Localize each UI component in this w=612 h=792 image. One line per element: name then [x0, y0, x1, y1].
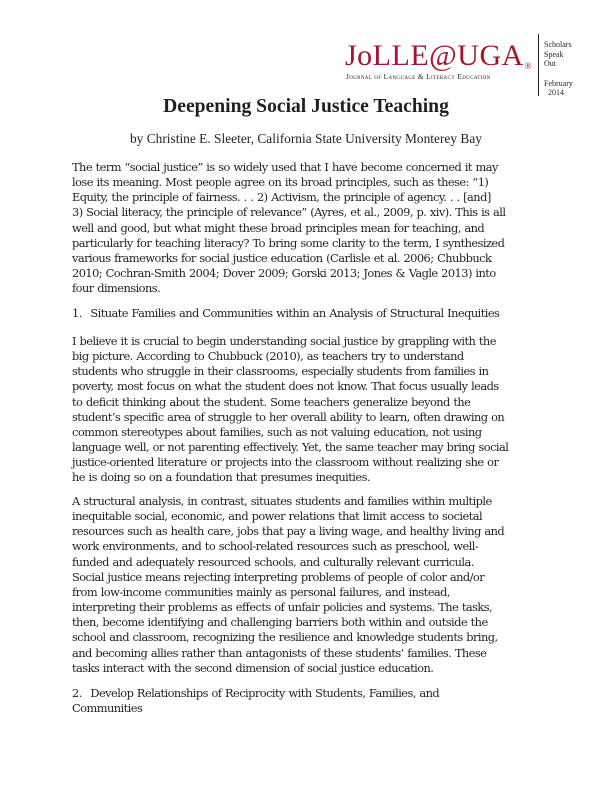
- text-line: justice-oriented literature or projects into the classroom without realizing she or: [72, 455, 499, 470]
- text-line: and becoming allies rather than antagonists of these students’ families. These: [72, 645, 487, 660]
- text-line: funded and adequately resourced schools, and culturally relevant curricula.: [72, 554, 474, 569]
- section-label-line: Speak: [544, 49, 564, 59]
- text-line: various frameworks for social justice education (Carlisle et al. 2006; Chubbuck: [72, 250, 492, 265]
- section-label: [544, 40, 573, 98]
- section-2-number: 2.: [72, 686, 82, 700]
- text-line: I believe it is crucial to begin understanding social justice by grappling with the: [72, 334, 496, 348]
- text-line: he is doing so on a foundation that presumes inequities.: [72, 470, 370, 485]
- logo-subtitle: Journal of Language & Literacy Education: [346, 72, 491, 81]
- text-line: Equity, the principle of fairness. . . 2) Activism, the principle of agency. . . [and]: [72, 190, 491, 205]
- section-2-title-line: Communities: [72, 701, 143, 716]
- text-line: Social justice means rejecting interpreting problems of people of color and/or: [72, 569, 485, 584]
- text-line: particularly for teaching literacy? To bring some clarity to the term, I synthesized: [72, 235, 505, 250]
- text-line: common stereotypes about families, such as not valuing education, not using: [72, 424, 482, 439]
- section-label-line: Scholars: [544, 40, 572, 49]
- text-line: A structural analysis, in contrast, situates students and families within multiple: [72, 494, 492, 508]
- section-1-paragraph-2: [72, 494, 557, 676]
- section-1-paragraph-1: [72, 334, 557, 486]
- text-line: resources such as health care, jobs that pay a living wage, and healthy living and: [72, 524, 505, 539]
- text-line: well and good, but what might these broad principles mean for teaching, and: [72, 220, 485, 235]
- intro-paragraph: [72, 160, 557, 296]
- logo-text: JoLLE@UGA: [345, 39, 524, 72]
- section-label-line: Out: [544, 59, 556, 69]
- text-line: students who struggle in their classrooms, especially students from families in: [72, 364, 489, 379]
- text-line: tasks interact with the second dimension of social justice education.: [72, 660, 434, 675]
- text-line: interpreting their problems as effects of unfair policies and systems. The tasks,: [72, 600, 493, 615]
- text-line: language well, or not parenting effectively. Yet, the same teacher may bring social: [72, 440, 509, 455]
- section-1-heading: [72, 306, 499, 321]
- issue-month: February: [544, 78, 573, 88]
- text-line: inequitable social, economic, and power relations that limit access to societal: [72, 509, 483, 524]
- journal-logo: [345, 39, 535, 81]
- text-line: then, become identifying and challenging barriers both within and outside the: [72, 615, 488, 630]
- section-1-title: Situate Families and Communities within an Analysis of Structural Inequities: [90, 306, 500, 320]
- logo-wordmark: [345, 39, 535, 72]
- text-line: 3) Social literacy, the principle of relevance” (Ayres, et al., 2009, p. xiv). This is all: [72, 205, 506, 220]
- text-line: four dimensions.: [72, 281, 161, 296]
- section-1-number: 1.: [72, 306, 82, 320]
- registered-mark: ®: [524, 61, 533, 71]
- text-line: 2010; Cochran-Smith 2004; Dover 2009; Gorski 2013; Jones & Vagle 2013) into: [72, 266, 496, 281]
- text-line: from low-income communities mainly as personal failures, and instead,: [72, 584, 450, 599]
- section-2-heading: [72, 686, 439, 716]
- header-divider: [538, 34, 539, 96]
- text-line: to deficit thinking about the student. Some teachers generalize beyond the: [72, 394, 471, 409]
- text-line: work environments, and to school-related resources such as preschool, well-: [72, 539, 479, 554]
- text-line: student’s specific area of struggle to her overall ability to learn, often drawing on: [72, 409, 505, 424]
- article-byline: by Christine E. Sleeter, California State University Monterey Bay: [129, 131, 482, 146]
- text-line: lose its meaning. Most people agree on its broad principles, such as these: “1): [72, 175, 489, 190]
- issue-year: 2014: [548, 88, 564, 98]
- text-line: poverty, most focus on what the student does not know. That focus usually leads: [72, 379, 499, 394]
- article-title: Deepening Social Justice Teaching: [163, 96, 449, 117]
- section-2-title-line: Develop Relationships of Reciprocity with Students, Families, and: [90, 686, 440, 700]
- text-line: school and classroom, recognizing the resilience and knowledge students bring,: [72, 630, 498, 645]
- text-line: big picture. According to Chubbuck (2010), as teachers try to understand: [72, 349, 464, 364]
- text-line: The term “social justice” is so widely used that I have become concerned it may: [72, 160, 498, 174]
